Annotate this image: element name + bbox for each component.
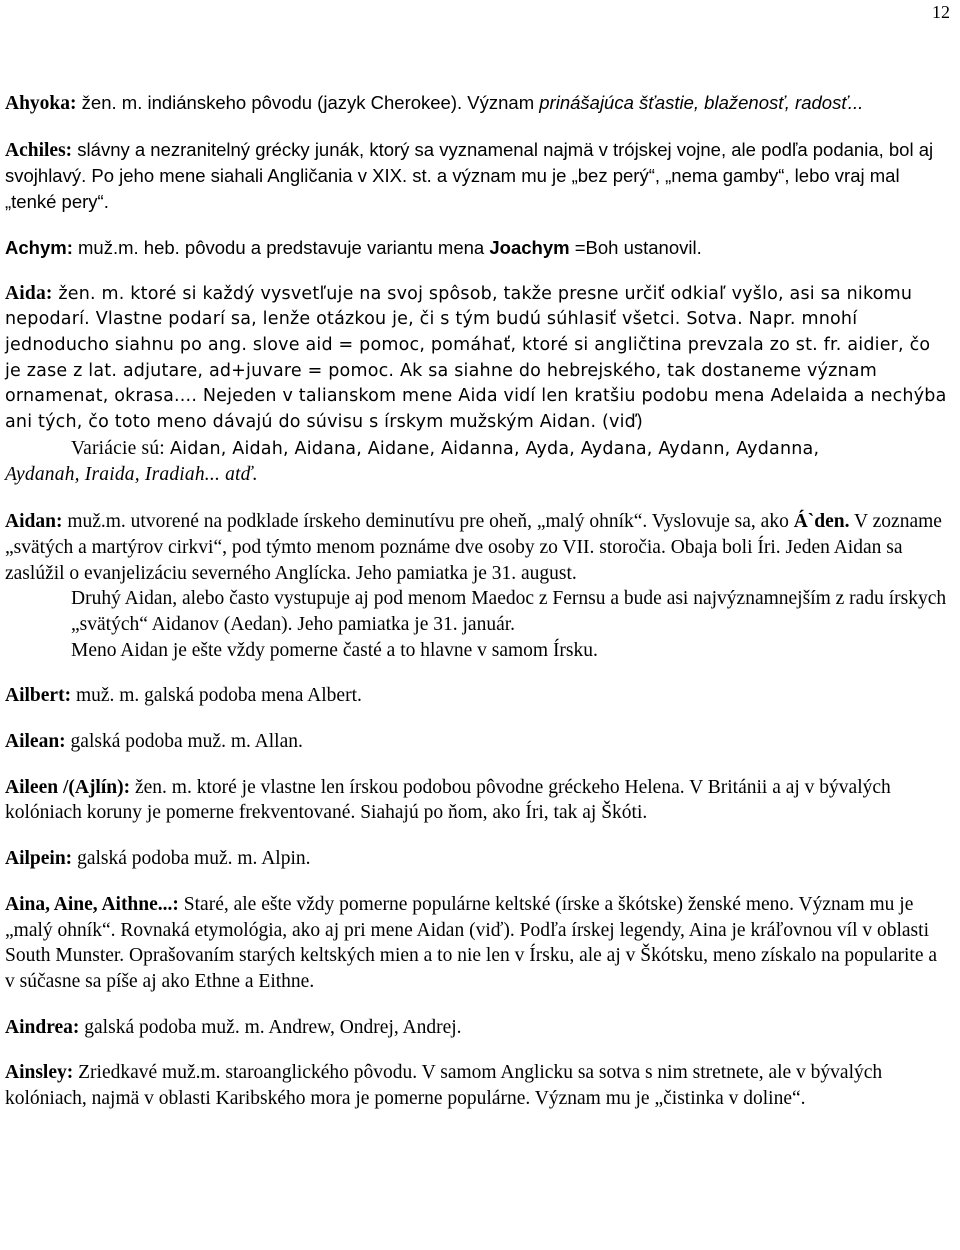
entry-text: Zriedkavé muž.m. staroanglického pôvodu. V samom Anglicku sa sotva s nim stretnete, ale v bývalých kolóniach, najmä v oblasti Karibského mora je pomerne populárne. Význam mu je „čistinka v doline“. — [5, 1062, 883, 1110]
entry-ailpein — [5, 846, 950, 872]
entry-text: muž.m. heb. pôvodu a predstavuje variantu mena — [72, 236, 490, 258]
entry-term: Aidan: — [5, 511, 63, 533]
entry-term: Aileen /(Ajlín): — [5, 776, 131, 798]
entry-text: žen. m. ktoré je vlastne len írskou podobou pôvodne gréckeho Helena. V Británii a aj v bývalých kolóniach koruny je pomerne frekventované. Siahajú po ňom, ako Íri, tak aj Škóti. — [5, 776, 891, 824]
entry-term: Aina, Aine, Aithne...: — [5, 893, 179, 915]
entry-ahyoka — [5, 90, 950, 117]
entry-text: galská podoba muž. m. Andrew, Ondrej, Andrej. — [79, 1016, 462, 1038]
entry-aina — [5, 892, 950, 995]
entry-text: muž. m. galská podoba mena Albert. — [71, 685, 362, 707]
entry-ailbert — [5, 683, 950, 709]
entry-text-end: =Boh ustanovil. — [569, 236, 702, 258]
entry-text: žen. m. indiánskeho pôvodu (jazyk Cherokee). Význam — [76, 92, 540, 113]
entry-ainsley — [5, 1060, 950, 1111]
entry-aida — [5, 281, 950, 490]
entry-term: Aindrea: — [5, 1016, 80, 1038]
entry-text: Staré, ale ešte vždy pomerne populárne keltské (írske a škótske) ženské meno. Význam mu je „malý ohník“. Rovnaká etymológia, ako aj pri mene Aidan (viď). Podľa írskej legendy, Aina je kráľovnou víl v oblasti South Munster. Oprašovaním starých keltských mien a to nie len v Írsku, ale aj v Škótsku, meno získalo na popularite a v súčasne sa píše aj ako Ethne a Eithne. — [5, 893, 938, 992]
entry-text: žen. m. ktoré si každý vysvetľuje na svoj spôsob, takže presne určiť odkiaľ vyšlo, asi sa nikomu nepodarí. Vlastne podarí sa, lenže otázkou je, či s tým budú súhlasiť všetci. Sotva. Napr. mnohí jednoducho siahnu po ang. slove aid = pomoc, pomáhať, ktoré si angličtina prevzala zo st. fr. aidier, čo je zase z lat. adjutare, ad+juvare = pomoc. Ak sa siahne do hebrejského, tak dostaneme význam ornamenat, okrasa.... Nejeden v talianskom mene Aida vidí len kratšiu podobu mena Adelaida a nechýba ani tých, čo toto meno dávajú do súvisu s írskym mužským Aidan. (viď) — [5, 283, 947, 433]
entry-meaning: prinášajúca šťastie, blaženosť, radosť... — [539, 92, 864, 113]
entry-text-cont: V zozname „svätých a martýrov cirkvi“, pod týmto menom poznáme dve osoby zo VII. storočia. Obaja boli Íri. Jeden Aidan sa zaslúžil o evanjelizáciu severného Anglícka. Jeho pamiatka je 31. august. — [5, 511, 942, 584]
entry-name-bold: Joachym — [489, 236, 570, 258]
document-body — [5, 90, 950, 1132]
entry-aindrea — [5, 1015, 950, 1041]
entry-term: Aida: — [5, 282, 53, 304]
entry-term: Achym: — [5, 236, 73, 258]
entry-text: galská podoba muž. m. Alpin. — [72, 848, 311, 870]
entry-ailean — [5, 729, 950, 755]
variants-list: Aidan, Aidah, Aidana, Aidane, Aidanna, Ayda, Aydana, Aydann, Aydanna, — [169, 438, 820, 459]
entry-term: Ailbert: — [5, 685, 72, 707]
entry-aileen — [5, 775, 950, 826]
entry-text: galská podoba muž. m. Allan. — [65, 731, 303, 753]
pronunciation: Á`den. — [793, 511, 850, 533]
entry-text: slávny a nezranitelný grécky junák, ktorý sa vyznamenal najmä v trójskej vojne, ale podľa podania, bol aj svojhlavý. Po jeho mene siahali Angličania v XIX. st. a význam mu je „bez perý“, „nema gamby“, lebo vraj mal „tenké pery“. — [5, 138, 934, 213]
entry-term: Ahyoka: — [5, 93, 77, 114]
paragraph-aidan-frequency: Meno Aidan je ešte vždy pomerne časté a to hlavne v samom Írsku. — [71, 639, 598, 661]
entry-term: Ailean: — [5, 731, 66, 753]
entry-term: Ailpein: — [5, 848, 73, 870]
variants-list-italic: Aydanah, Iraida, Iradiah... atď. — [5, 464, 258, 486]
entry-aidan — [5, 509, 950, 663]
entry-term: Ainsley: — [5, 1062, 74, 1084]
page-number: 12 — [932, 2, 950, 22]
entry-achiles — [5, 137, 950, 215]
entry-term: Achiles: — [5, 139, 73, 161]
entry-achym — [5, 235, 950, 261]
variants-label: Variácie sú: — [71, 437, 170, 459]
paragraph-second-aidan: Druhý Aidan, alebo často vystupuje aj pod menom Maedoc z Fernsu a bude asi najvýznamnejším z radu írskych „svätých“ Aidanov (Aedan). Jeho pamiatka je 31. január. — [71, 588, 947, 635]
entry-text: muž.m. utvorené na podklade írskeho deminutívu pre oheň, „malý ohník“. Vyslovuje sa, ako — [62, 511, 794, 533]
